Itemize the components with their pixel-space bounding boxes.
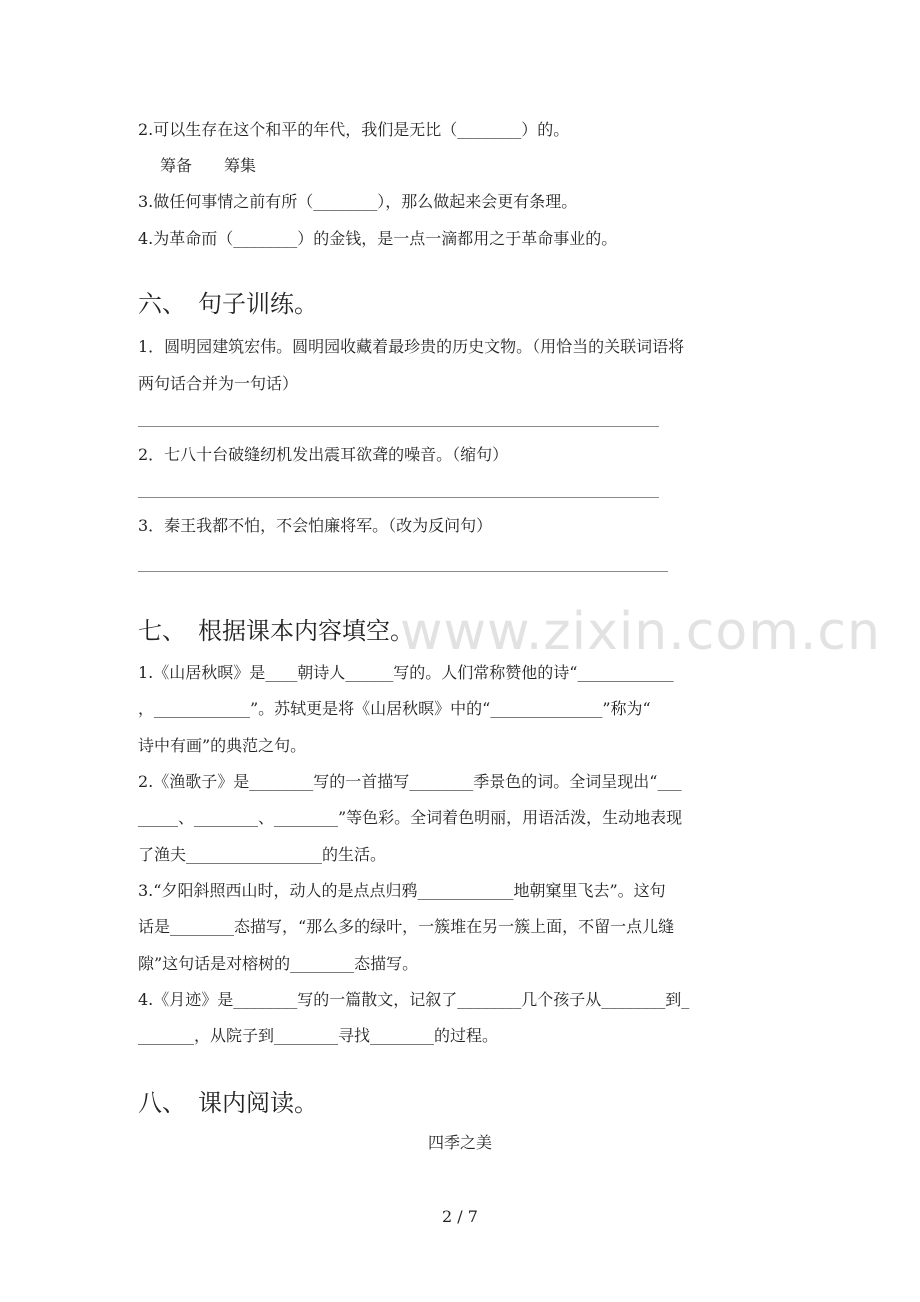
answer-line-6-3[interactable] [138, 571, 668, 572]
question-6-1-line-1: 1．圆明园建筑宏伟。圆明园收藏着最珍贵的历史文物。（用恰当的关联词语将 [138, 337, 685, 356]
answer-line-6-2[interactable] [138, 497, 659, 498]
fill-line: 隙”这句话是对榕树的________态描写。 [138, 954, 419, 973]
question-6-2: 2．七八十台破缝纫机发出震耳欲聋的噪音。（缩句） [138, 445, 509, 464]
fill-line: 2.《渔歌子》是________写的一首描写________季景色的词。全词呈现出“___ [138, 772, 682, 791]
fill-line: 3.“夕阳斜照西山时，动人的是点点归鸦____________地朝窠里飞去”。这句 [138, 881, 666, 900]
fill-line: _______，从院子到________寻找________的过程。 [138, 1026, 499, 1045]
fill-line: 了渔夫_________________的生活。 [138, 845, 387, 864]
question-6-3: 3．秦王我都不怕，不会怕廉将军。（改为反问句） [138, 516, 493, 535]
page-number: 2 / 7 [442, 1207, 478, 1226]
fill-line: _____、________、________”等色彩。全词着色明丽，用语活泼，生动地表现 [138, 808, 683, 827]
question-6-1-line-2: 两句话合并为一句话） [138, 374, 299, 393]
answer-line-6-1[interactable] [138, 426, 659, 427]
fill-line: 诗中有画”的典范之句。 [138, 736, 307, 755]
word-options: 筹备 筹集 [160, 156, 257, 175]
fill-line: 1.《山居秋暝》是____朝诗人______写的。人们常称赞他的诗“____________ [138, 663, 674, 682]
fill-line: 话是________态描写，“那么多的绿叶，一簇堆在另一簇上面，不留一点儿缝 [138, 917, 675, 936]
watermark: www.zixin.com.cn [400, 602, 881, 662]
passage-title: 四季之美 [427, 1133, 492, 1152]
fill-line: 4.《月迹》是________写的一篇散文，记叙了________几个孩子从________到_ [138, 990, 690, 1009]
question-5-3: 3.做任何事情之前有所（________），那么做起来会更有条理。 [138, 192, 578, 211]
section-6-heading: 六、 句子训练。 [138, 290, 318, 318]
section-7-heading: 七、 根据课本内容填空。 [138, 617, 414, 645]
fill-line: ，____________”。苏轼更是将《山居秋暝》中的“______________”称为“ [138, 699, 651, 718]
question-5-2: 2.可以生存在这个和平的年代，我们是无比（________）的。 [138, 120, 570, 139]
question-5-4: 4.为革命而（________）的金钱，是一点一滴都用之于革命事业的。 [138, 229, 618, 248]
section-8-heading: 八、 课内阅读。 [138, 1089, 318, 1117]
